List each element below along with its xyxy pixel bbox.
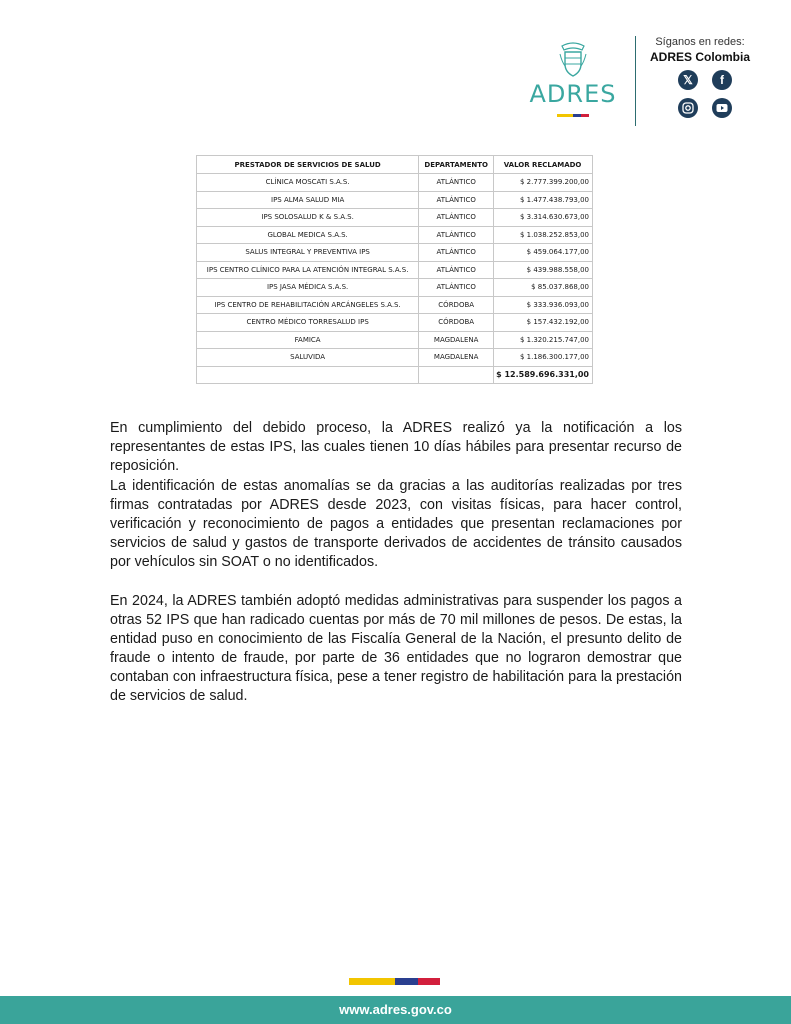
paragraph: La identificación de estas anomalías se da gracias a las auditorías realizadas por tres firmas contratadas por ADRES desde 2023, con visitas físicas, para hacer control, verificación y reconocimiento de pagos a entidades que presentan reclamaciones por servicios de salud y gastos de transporte derivados de accidentes de tránsito causados por vehículos sin SOAT o no identificados. bbox=[110, 478, 682, 570]
ips-table bbox=[196, 155, 593, 384]
department-cell: CÓRDOBA bbox=[419, 296, 494, 314]
table-row bbox=[197, 209, 593, 227]
follow-label: Síganos en redes: bbox=[655, 36, 745, 48]
department-cell: ATLÁNTICO bbox=[419, 209, 494, 227]
column-header: VALOR RECLAMADO bbox=[494, 156, 593, 174]
social-handle: ADRES Colombia bbox=[649, 50, 750, 64]
amount-cell: $ 3.314.630.673,00 bbox=[494, 209, 593, 227]
table-row bbox=[197, 226, 593, 244]
logo-flag-bar bbox=[557, 114, 589, 117]
table-row bbox=[197, 279, 593, 297]
column-header: DEPARTAMENTO bbox=[419, 156, 494, 174]
department-cell: ATLÁNTICO bbox=[419, 279, 494, 297]
table-row bbox=[197, 191, 593, 209]
amount-cell: $ 1.038.252.853,00 bbox=[494, 226, 593, 244]
header-divider bbox=[635, 36, 636, 126]
amount-cell: $ 333.936.093,00 bbox=[494, 296, 593, 314]
provider-cell: CENTRO MÉDICO TORRESALUD IPS bbox=[197, 314, 419, 332]
department-cell: ATLÁNTICO bbox=[419, 191, 494, 209]
footer-flag-bar bbox=[349, 978, 440, 985]
department-cell: ATLÁNTICO bbox=[419, 226, 494, 244]
provider-cell: SALUS INTEGRAL Y PREVENTIVA IPS bbox=[197, 244, 419, 262]
adres-logo bbox=[528, 42, 618, 120]
amount-cell: $ 1.320.215.747,00 bbox=[494, 331, 593, 349]
table-row bbox=[197, 261, 593, 279]
amount-cell: $ 1.477.438.793,00 bbox=[494, 191, 593, 209]
provider-cell: IPS CENTRO DE REHABILITACIÓN ARCÁNGELES S.A.S. bbox=[197, 296, 419, 314]
youtube-icon[interactable] bbox=[712, 98, 732, 118]
table-row bbox=[197, 296, 593, 314]
table-row bbox=[197, 349, 593, 367]
provider-cell: FAMICA bbox=[197, 331, 419, 349]
provider-cell: IPS SOLOSALUD K & S.A.S. bbox=[197, 209, 419, 227]
provider-cell: SALUVIDA bbox=[197, 349, 419, 367]
table-row bbox=[197, 331, 593, 349]
facebook-icon[interactable]: f bbox=[712, 70, 732, 90]
provider-cell: IPS ALMA SALUD MIA bbox=[197, 191, 419, 209]
amount-cell: $ 1.186.300.177,00 bbox=[494, 349, 593, 367]
department-cell: ATLÁNTICO bbox=[419, 261, 494, 279]
provider-cell: IPS CENTRO CLÍNICO PARA LA ATENCIÓN INTEGRAL S.A.S. bbox=[197, 261, 419, 279]
department-cell: CÓRDOBA bbox=[419, 314, 494, 332]
total-amount: $ 12.589.696.331,00 bbox=[494, 366, 593, 384]
department-cell: ATLÁNTICO bbox=[419, 244, 494, 262]
amount-cell: $ 85.037.868,00 bbox=[494, 279, 593, 297]
column-header: PRESTADOR DE SERVICIOS DE SALUD bbox=[197, 156, 419, 174]
x-icon[interactable]: 𝕏 bbox=[678, 70, 698, 90]
coat-of-arms-icon bbox=[558, 42, 588, 78]
department-cell: MAGDALENA bbox=[419, 349, 494, 367]
table-row bbox=[197, 174, 593, 192]
footer-url[interactable]: www.adres.gov.co bbox=[339, 1002, 452, 1017]
empty-cell bbox=[197, 366, 419, 384]
provider-cell: IPS JASA MÉDICA S.A.S. bbox=[197, 279, 419, 297]
department-cell: ATLÁNTICO bbox=[419, 174, 494, 192]
paragraph: En 2024, la ADRES también adoptó medidas administrativas para suspender los pagos a otras 52 IPS que han radicado cuentas por más de 70 mil millones de pesos. De estas, la entidad puso en conocimiento de las Fiscalía General de la Nación, el presunto delito de fraude o intento de fraude, por parte de 36 entidades que no lograron demostrar que contaban con infraestructura física, pese a tener registro de habilitación para la prestación de servicios de salud. bbox=[110, 593, 682, 704]
department-cell: MAGDALENA bbox=[419, 331, 494, 349]
paragraph: En cumplimiento del debido proceso, la ADRES realizó ya la notificación a los representantes de estas IPS, las cuales tienen 10 días hábiles para presentar recurso de reposición. bbox=[110, 420, 682, 474]
provider-cell: GLOBAL MEDICA S.A.S. bbox=[197, 226, 419, 244]
empty-cell bbox=[419, 366, 494, 384]
logo-wordmark: ADRES bbox=[529, 80, 617, 108]
table-row bbox=[197, 244, 593, 262]
table-row bbox=[197, 314, 593, 332]
amount-cell: $ 459.064.177,00 bbox=[494, 244, 593, 262]
total-row bbox=[197, 366, 593, 384]
amount-cell: $ 2.777.399.200,00 bbox=[494, 174, 593, 192]
instagram-icon[interactable] bbox=[678, 98, 698, 118]
provider-cell: CLÍNICA MOSCATI S.A.S. bbox=[197, 174, 419, 192]
amount-cell: $ 157.432.192,00 bbox=[494, 314, 593, 332]
table-header-row bbox=[197, 156, 593, 174]
amount-cell: $ 439.988.558,00 bbox=[494, 261, 593, 279]
